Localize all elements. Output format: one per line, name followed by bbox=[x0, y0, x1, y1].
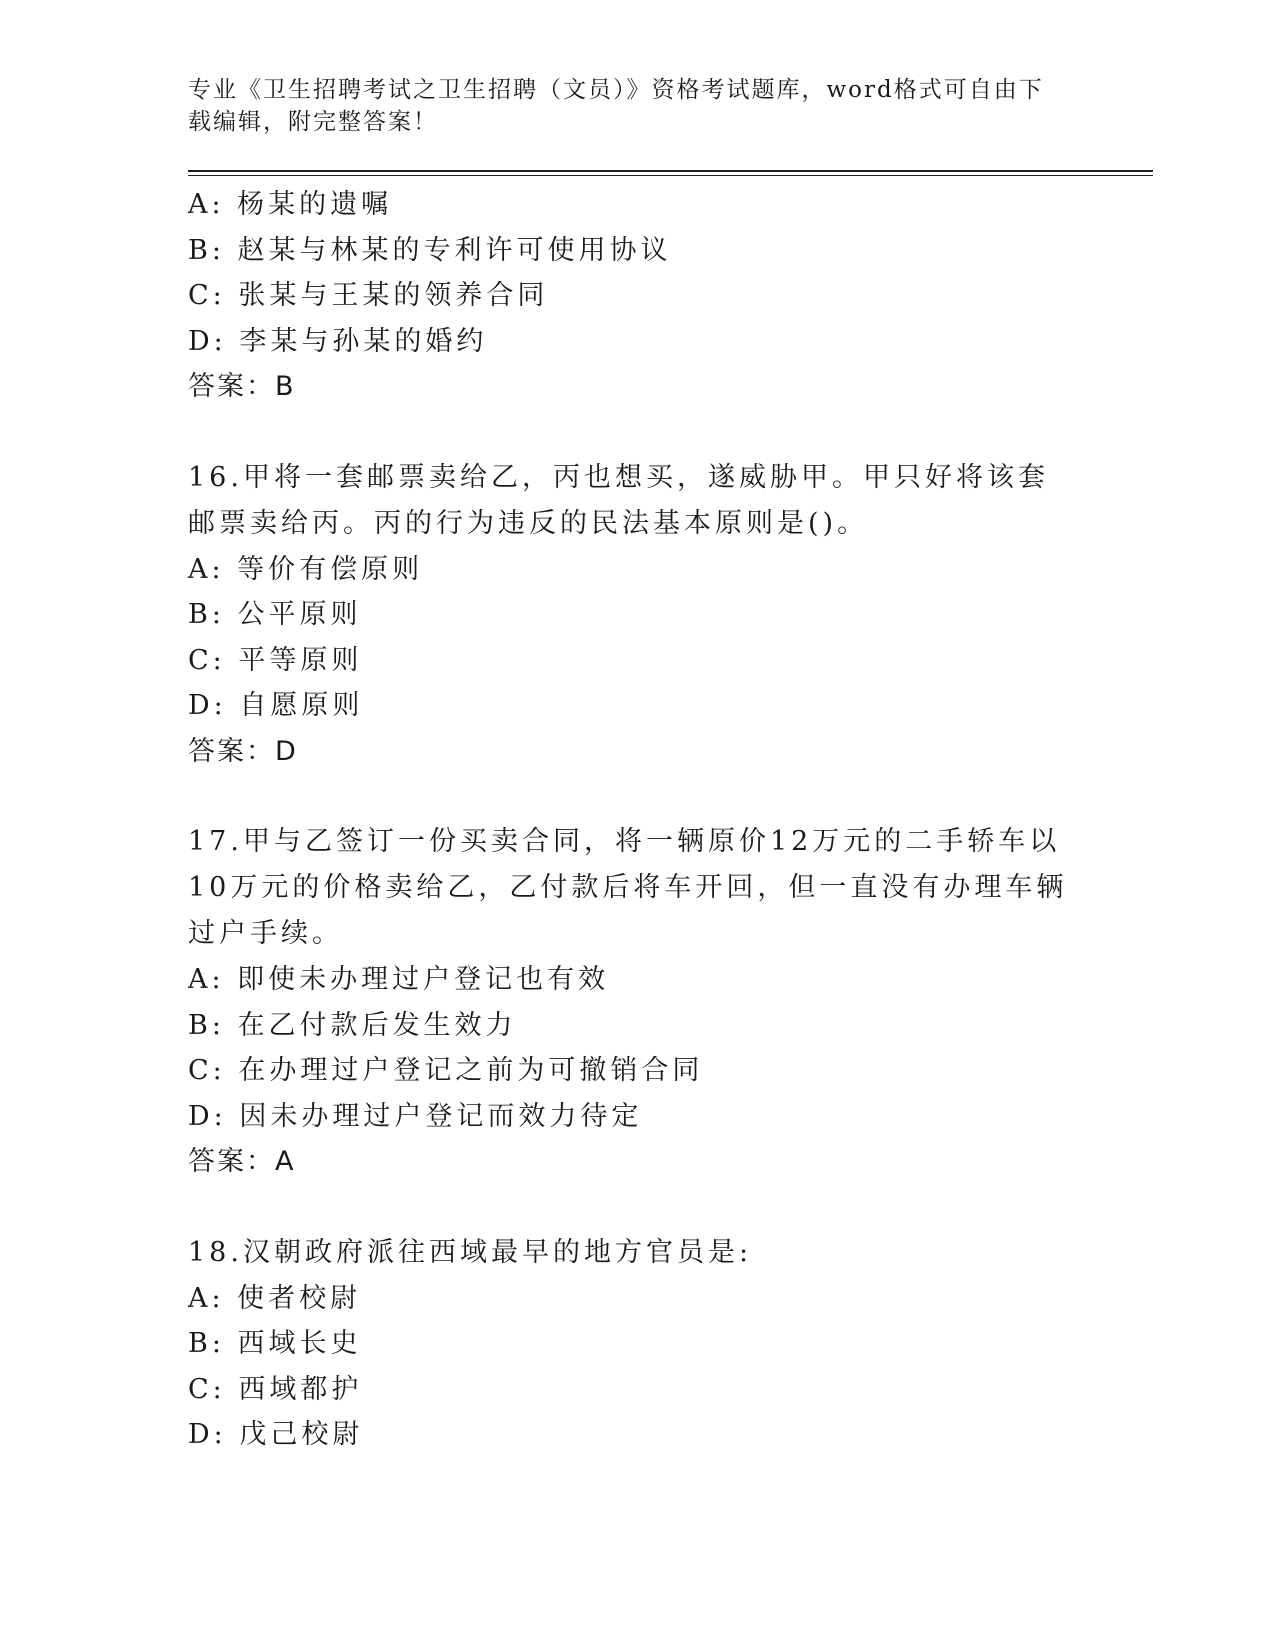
question-list bbox=[188, 182, 1148, 1458]
header-divider bbox=[188, 170, 1153, 176]
answer-line: 答案：B bbox=[188, 371, 296, 402]
option-a: A: 即使未办理过户登记也有效 bbox=[188, 964, 610, 995]
option-a: A: 使者校尉 bbox=[188, 1282, 362, 1314]
option-c: C: 西域都护 bbox=[188, 1373, 363, 1405]
option-a: A: 等价有偿原则 bbox=[188, 553, 424, 585]
option-b: B: 赵某与林某的专利许可使用协议 bbox=[188, 234, 672, 266]
option-d: D: 李某与孙某的婚约 bbox=[188, 325, 488, 357]
option-d: D: 因未办理过户登记而效力待定 bbox=[188, 1100, 643, 1132]
document-header: 专业《卫生招聘考试之卫生招聘（文员）》资格考试题库，word格式可自由下载编辑，附完整答案！ bbox=[188, 77, 1044, 135]
question-block bbox=[188, 1230, 1148, 1458]
answer-line: 答案：D bbox=[188, 735, 298, 767]
option-c: C: 张某与王某的领养合同 bbox=[188, 280, 549, 311]
option-a: A: 杨某的遗嘱 bbox=[188, 189, 393, 220]
spacer bbox=[188, 1185, 1148, 1230]
document-page bbox=[188, 74, 1148, 1458]
spacer bbox=[188, 774, 1148, 819]
question-block bbox=[188, 455, 1148, 775]
option-d: D: 自愿原则 bbox=[188, 690, 364, 721]
option-b: B: 公平原则 bbox=[188, 599, 362, 630]
option-d: D: 戊己校尉 bbox=[188, 1419, 364, 1450]
answer-line: 答案：A bbox=[188, 1146, 296, 1177]
question-stem: 17.甲与乙签订一份买卖合同，将一辆原价12万元的二手轿车以10万元的价格卖给乙，乙付款后将车开回，但一直没有办理车辆过户手续。 bbox=[188, 826, 1068, 949]
question-stem: 16.甲将一套邮票卖给乙，丙也想买，遂威胁甲。甲只好将该套邮票卖给丙。丙的行为违反的民法基本原则是()。 bbox=[188, 461, 1049, 539]
question-stem: 18.汉朝政府派往西域最早的地方官员是: bbox=[188, 1236, 753, 1268]
spacer bbox=[188, 410, 1148, 455]
question-block bbox=[188, 819, 1148, 1185]
option-b: B: 西域长史 bbox=[188, 1328, 362, 1359]
question-block bbox=[188, 182, 1148, 410]
option-b: B: 在乙付款后发生效力 bbox=[188, 1009, 517, 1041]
option-c: C: 平等原则 bbox=[188, 644, 363, 676]
option-c: C: 在办理过户登记之前为可撤销合同 bbox=[188, 1055, 704, 1086]
